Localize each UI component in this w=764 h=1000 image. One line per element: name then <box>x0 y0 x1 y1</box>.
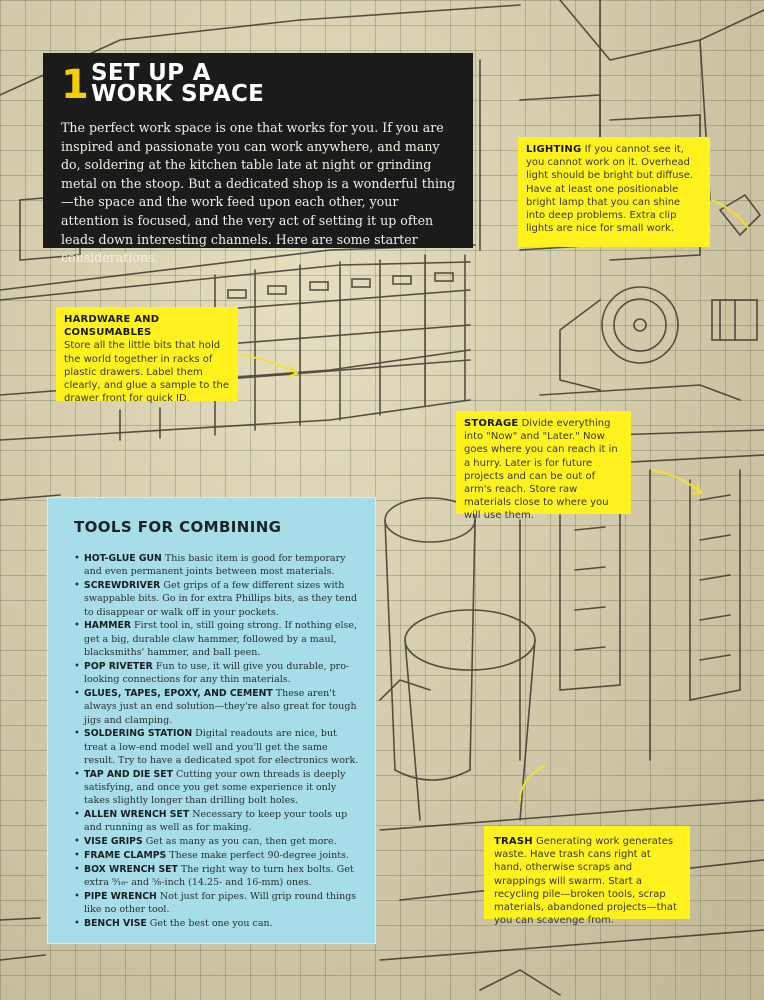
trash-note-title: TRASH <box>494 836 533 847</box>
intro-paragraph: The perfect work space is one that works for you. If you are inspired and passionate you can work anywhere, and many do, soldering at the kitchen table late at night or grinding metal on the stoop. But a dedicated shop is a wonderful thing—the space and the work feed upon each other, your attention is focused, and the very act of setting it up often leads down interesting channels. Here are some starter considerations. <box>61 120 456 266</box>
tool-name: ALLEN WRENCH SET <box>84 809 190 821</box>
tool-description: Fun to use, it will give you durable, pro-looking connections for any thin materials. <box>84 660 350 686</box>
list-item <box>74 835 361 848</box>
tools-heading: TOOLS FOR COMBINING <box>74 518 282 536</box>
tool-name: POP RIVETER <box>84 660 153 672</box>
tool-name: SCREWDRIVER <box>84 580 161 592</box>
tool-description: Get as many as you can, then get more. <box>145 836 337 848</box>
tools-list <box>74 552 361 930</box>
tool-description: Digital readouts are nice, but treat a low-end model well and you'll get the same result. Try to have a dedicated spot for electronics work. <box>84 728 359 766</box>
trash-note-text: Generating work generates waste. Have trash cans right at hand, otherwise scraps and wrappings will swarm. Start a recycling pile—broken tools, scrap materials, abandoned projects—that you can scavenge from. <box>494 836 677 927</box>
list-item <box>74 687 361 727</box>
tool-name: GLUES, TAPES, EPOXY, AND CEMENT <box>84 687 273 699</box>
tool-description: Get grips of a few different sizes with swappable bits. Go in for extra Phillips bits, as they tend to disappear or walk off in your pockets. <box>84 580 358 618</box>
list-item <box>74 619 361 659</box>
list-item <box>74 808 361 835</box>
tool-name: FRAME CLAMPS <box>84 850 167 862</box>
hardware-note-title: HARDWARE AND CONSUMABLES <box>64 314 160 339</box>
list-item <box>74 863 361 890</box>
hardware-note-text: Store all the little bits that hold the world together in racks of plastic drawers. Label them clearly, and glue a sample to the drawer front for quick ID. <box>64 340 229 405</box>
tool-name: SOLDERING STATION <box>84 728 193 740</box>
section-title: SET UP A WORK SPACE <box>91 60 265 107</box>
tool-description: Get the best one you can. <box>149 918 273 930</box>
tool-name: PIPE WRENCH <box>84 890 157 902</box>
tool-description: Cutting your own threads is deeply satisfying, and once you get some experience it only takes slightly longer than drilling bolt holes. <box>84 768 346 807</box>
hardware-note <box>56 307 238 405</box>
tool-description: These make perfect 90-degree joints. <box>169 850 349 862</box>
tool-name: HAMMER <box>84 620 131 632</box>
storage-note-text: Divide everything into "Now" and "Later." Now goes where you can reach it in a hurry. Later is for future projects and can be out of arm's reach. Store raw materials close to where you will use them. <box>464 418 618 522</box>
list-item <box>74 917 361 930</box>
list-item <box>74 660 361 687</box>
tool-name: VISE GRIPS <box>84 836 143 848</box>
intro-card <box>43 53 473 266</box>
list-item <box>74 579 361 619</box>
tool-name: HOT-GLUE GUN <box>84 553 162 564</box>
list-item <box>74 849 361 862</box>
lighting-note <box>518 137 710 247</box>
list-item <box>74 768 361 808</box>
tool-description: Necessary to keep your tools up and running as well as for making. <box>84 809 348 834</box>
storage-note-title: STORAGE <box>464 418 519 429</box>
tool-name: BOX WRENCH SET <box>84 863 178 875</box>
trash-note <box>484 826 690 927</box>
tool-description: Not just for pipes. Will grip round things like no other tool. <box>84 890 357 916</box>
tool-name: BENCH VISE <box>84 918 147 930</box>
list-item <box>74 552 361 579</box>
list-item <box>74 727 361 767</box>
tool-description: This basic item is good for temporary and even permanent joints between most materials. <box>84 553 346 578</box>
storage-note <box>456 411 631 522</box>
lighting-note-title: LIGHTING <box>526 144 582 155</box>
tool-description: These aren't always just an end solution—they're also great for tough jigs and clamping. <box>84 687 357 726</box>
tool-description: First tool in, still going strong. If nothing else, get a big, durable claw hammer, followed by a maul, blacksmiths' hammer, and ball peen. <box>84 620 358 659</box>
tool-name: TAP AND DIE SET <box>84 768 173 780</box>
list-item <box>74 890 361 917</box>
tool-description: The right way to turn hex bolts. Get extra ⁹⁄₁₆- and ⁵⁄₈-inch (14.25- and 16-mm) ones. <box>84 863 354 889</box>
section-number: 1 <box>61 62 89 108</box>
tools-panel <box>47 497 376 944</box>
lighting-note-text: If you cannot see it, you cannot work on it. Overhead light should be bright but diffuse. Have at least one positionable bright lamp that you can shine into deep problems. Extra clip lights are nice for small work. <box>526 144 694 235</box>
